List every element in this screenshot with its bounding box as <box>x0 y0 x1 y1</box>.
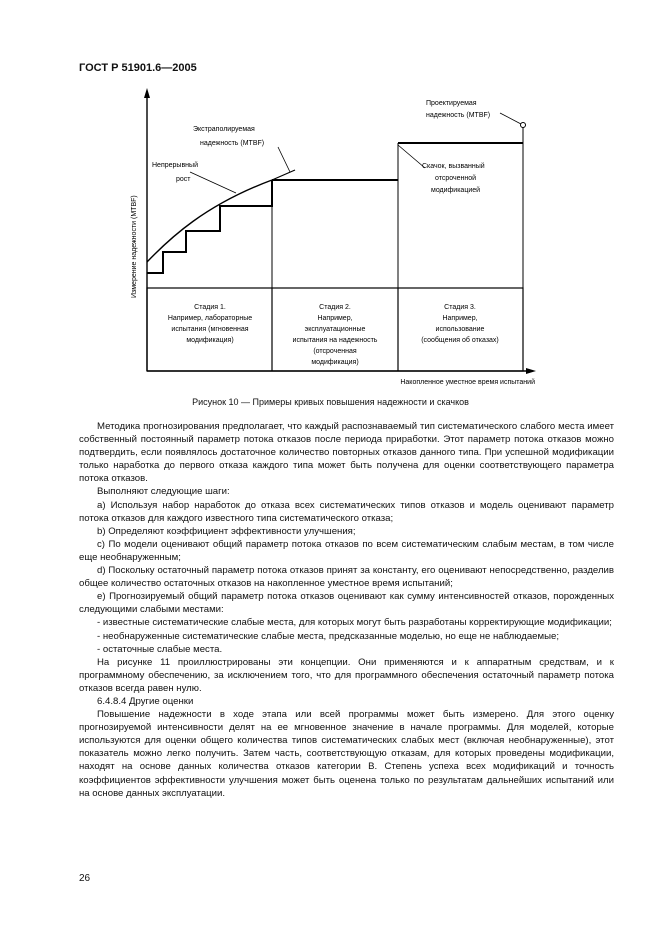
paragraph: е) Прогнозируемый общий параметр потока отказов оценивают как сумму интенсивностей отказов, порожденных следующими слабыми местами: <box>79 591 614 616</box>
stage3-line4: (сообщения об отказах) <box>421 337 499 344</box>
extrapolated-label-2: надежность (МТВF) <box>200 140 265 147</box>
stage3-line3: использование <box>435 326 485 333</box>
body-text <box>79 420 614 800</box>
section-heading: 6.4.8.4 Другие оценки <box>97 695 194 707</box>
stage2-line2: Например, <box>317 315 353 322</box>
stage2-line1: Стадия 2. <box>319 304 351 311</box>
paragraph: b) Определяют коэффициент эффективности улучшения; <box>97 525 356 537</box>
continuous-label-1: Непрерывный <box>152 162 198 169</box>
continuous-leader <box>190 172 236 193</box>
stage1-line3: испытания (мгновенная <box>171 326 249 333</box>
projected-label-2: надежность (МТВF) <box>426 112 491 119</box>
stage1-line2: Например, лабораторные <box>167 315 253 322</box>
paragraph: Методика прогнозирования предполагает, что каждый распознаваемый тип систематического слабого места имеет собственный постоянный параметр потока отказов после периода приработки. Этот параметр потока отказов можно подтвердить, если появлялось достаточное количество повторных отказов данного типа. При успешной модификации только наработка до первого отказа каждого типа может быть получена для оценки соответствующего параметра потока отказов. <box>79 421 614 485</box>
continuous-growth-curve <box>147 180 272 262</box>
paragraph: - необнаруженные систематические слабые места, предсказанные моделью, но еще не наблюдаемые; <box>97 630 560 642</box>
stage2-line4: испытания на надежность <box>292 337 378 344</box>
jump-label-2: отсроченной <box>435 175 477 182</box>
stage2-line3: эксплуатационные <box>304 326 366 333</box>
continuous-label-2: рост <box>176 176 191 183</box>
y-axis-arrow <box>144 88 150 98</box>
paragraph: d) Поскольку остаточный параметр потока отказов принят за константу, его оценивают непосредственно, разделив общее количество остаточных отказов на накопленное уместное время испытаний; <box>79 565 614 590</box>
extrapolated-label-1: Экстраполируемая <box>193 126 255 133</box>
document-header: ГОСТ Р 51901.6—2005 <box>79 62 197 74</box>
extrapolated-leader <box>278 147 290 172</box>
projected-marker <box>521 123 526 128</box>
stage3-line1: Стадия 3. <box>444 304 476 311</box>
jump-label-1: Скачок, вызванный <box>422 163 485 170</box>
stage1-line1: Стадия 1. <box>194 304 226 311</box>
paragraph: Выполняют следующие шаги: <box>97 486 230 498</box>
stage2-line5: (отсроченная <box>313 348 357 355</box>
x-axis-label: Накопленное уместное время испытаний <box>400 379 535 386</box>
extrapolated-curve <box>272 170 295 180</box>
paragraph: с) По модели оценивают общий параметр потока отказов по всем систематическим слабым местам, в том числе еще необнаруженным; <box>79 538 614 563</box>
stage2-line6: модификация) <box>311 359 359 366</box>
y-axis-label: Измерение надежности (МТВF) <box>131 195 138 298</box>
paragraph: Повышение надежности в ходе этапа или всей программы может быть измерено. Для этого оценку прогнозируемой интенсивности делят на ее мгновенное значение в начале программы. Для моделей, которые используются для оценки общего количества типов систематических слабых мест (включая необнаруженные), этот показатель можно легко получить. Затем часть, соответствующую отказам, для которых проведены модификации, находят на основе данных количества отказов категории В. Степень успеха всех модификаций и точность коэффициентов эффективности улучшения может быть оценена только по результатам дальнейших испытаний или на основе данных эксплуатации. <box>79 709 614 799</box>
figure-caption: Рисунок 10 — Примеры кривых повышения надежности и скачков <box>192 397 469 407</box>
x-axis-arrow <box>526 368 536 374</box>
paragraph: На рисунке 11 проиллюстрированы эти концепции. Они применяются и к аппаратным средствам, и к программному обеспечению, за исключением того, что для программного обеспечения остаточный параметр потока отказов всегда равен нулю. <box>79 656 614 694</box>
paragraph: - известные систематические слабые места, для которых могут быть разработаны корректирующие модификации; <box>97 617 612 629</box>
projected-leader <box>500 113 521 124</box>
paragraph: а) Используя набор наработок до отказа всех систематических типов отказов и модель оценивают параметр потока отказов для каждого известного типа систематического отказа; <box>79 499 614 524</box>
stage1-line4: модификация) <box>186 337 234 344</box>
staircase-curve <box>147 180 272 273</box>
jump-label-3: модификацией <box>431 187 481 194</box>
jump-leader <box>398 145 425 168</box>
projected-label-1: Проектируемая <box>426 100 477 107</box>
stage3-line2: Например, <box>442 315 478 322</box>
paragraph: - остаточные слабые места. <box>97 643 223 655</box>
page-number: 26 <box>79 873 91 884</box>
reliability-growth-figure <box>0 0 661 400</box>
